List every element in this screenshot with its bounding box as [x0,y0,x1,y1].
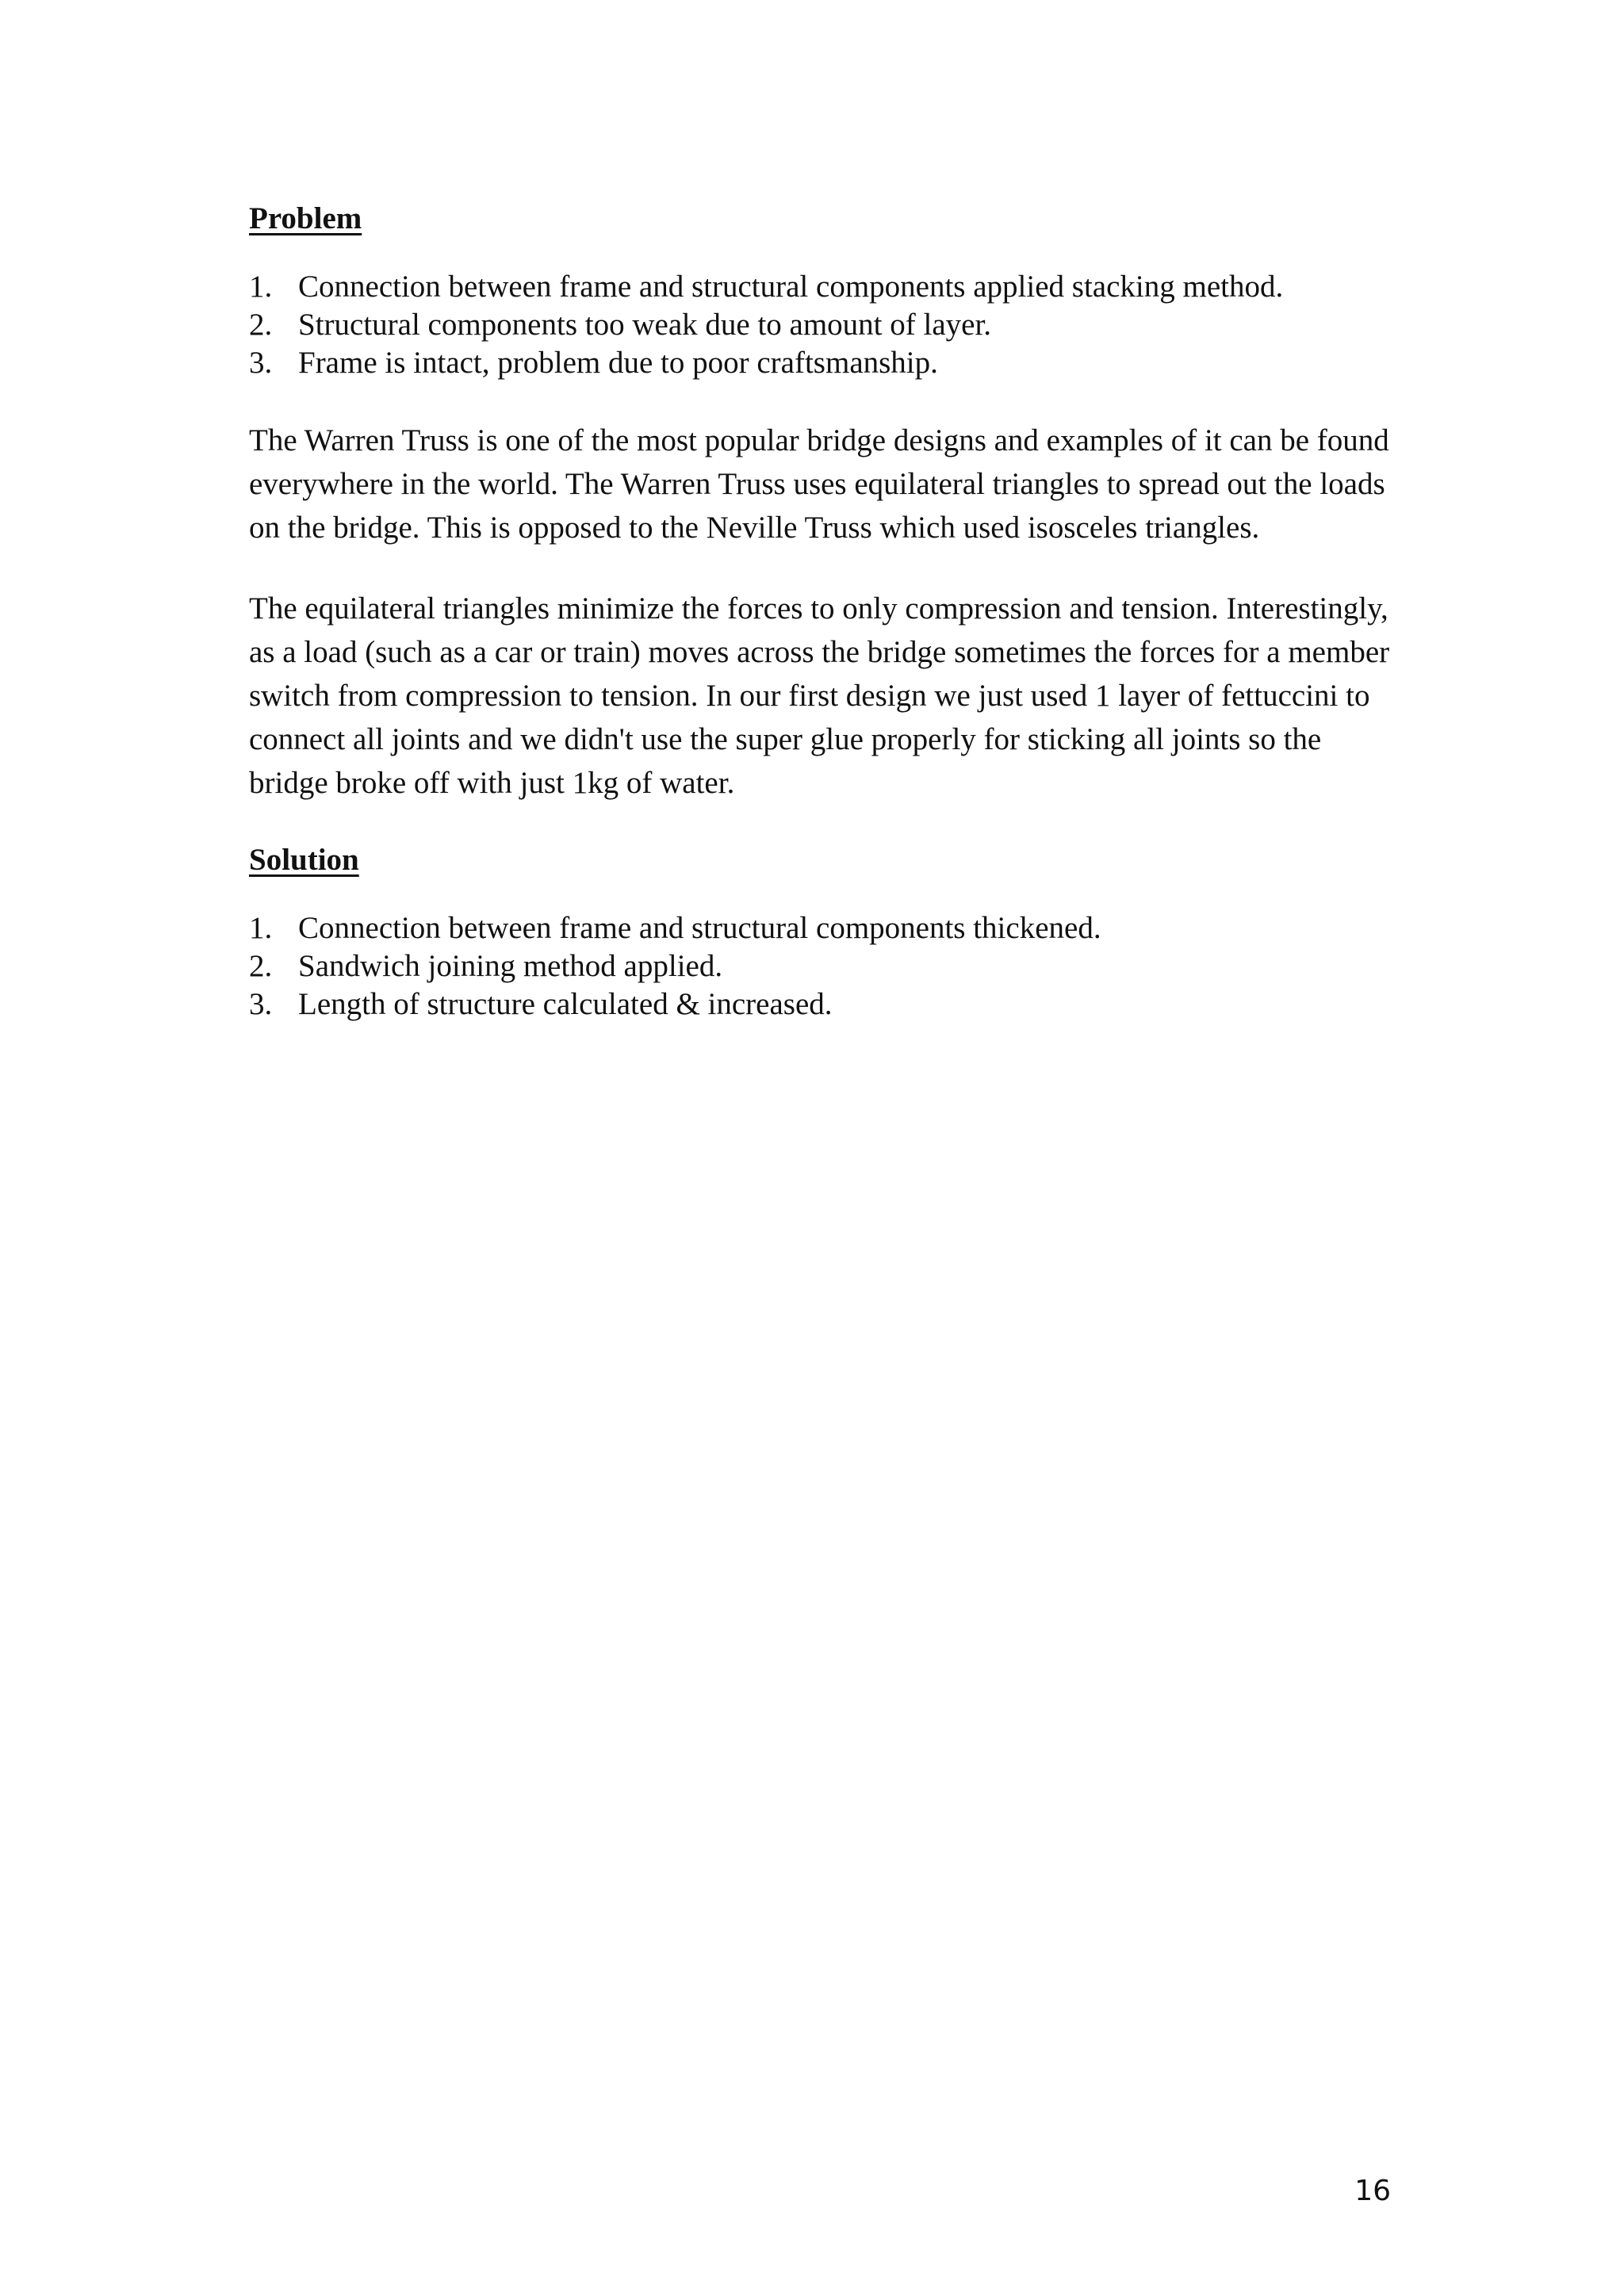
list-item-number: 2. [249,949,273,983]
solution-heading: Solution [249,843,359,877]
list-item [249,909,1399,947]
list-item-text: Sandwich joining method applied. [298,949,723,983]
list-item-text: Length of structure calculated & increased. [298,987,833,1021]
list-item [249,947,1399,985]
list-item-text: Connection between frame and structural components thickened. [298,911,1101,945]
solution-list [249,909,1399,1024]
list-item [249,985,1399,1024]
page-number: 16 [1354,2175,1391,2207]
list-item [249,268,1399,306]
list-item-number: 1. [249,270,273,304]
list-item [249,344,1399,382]
problem-heading: Problem [249,201,362,235]
list-item-number: 3. [249,346,273,380]
list-item [249,306,1399,344]
list-item-number: 3. [249,987,273,1021]
list-item-text: Frame is intact, problem due to poor craftsmanship. [298,346,938,380]
paragraph-warren-truss: The Warren Truss is one of the most popular bridge designs and examples of it can be found everywhere in the world. The Warren Truss uses equilateral triangles to spread out the loads on the bridge. This is opposed to the Neville Truss which used isosceles triangles. [249,423,1389,545]
list-item-text: Structural components too weak due to amount of layer. [298,308,992,342]
list-item-number: 2. [249,308,273,342]
list-item-text: Connection between frame and structural components applied stacking method. [298,270,1284,304]
problem-list [249,268,1399,382]
list-item-number: 1. [249,911,273,945]
paragraph-equilateral-triangles: The equilateral triangles minimize the forces to only compression and tension. Interestingly, as a load (such as a car or train) moves across the bridge sometimes the forces for a member switch from compression to tension. In our first design we just used 1 layer of fettuccini to connect all joints and we didn't use the super glue properly for sticking all joints so the bridge broke off with just 1kg of water. [249,591,1390,800]
page-content [249,198,1399,1024]
